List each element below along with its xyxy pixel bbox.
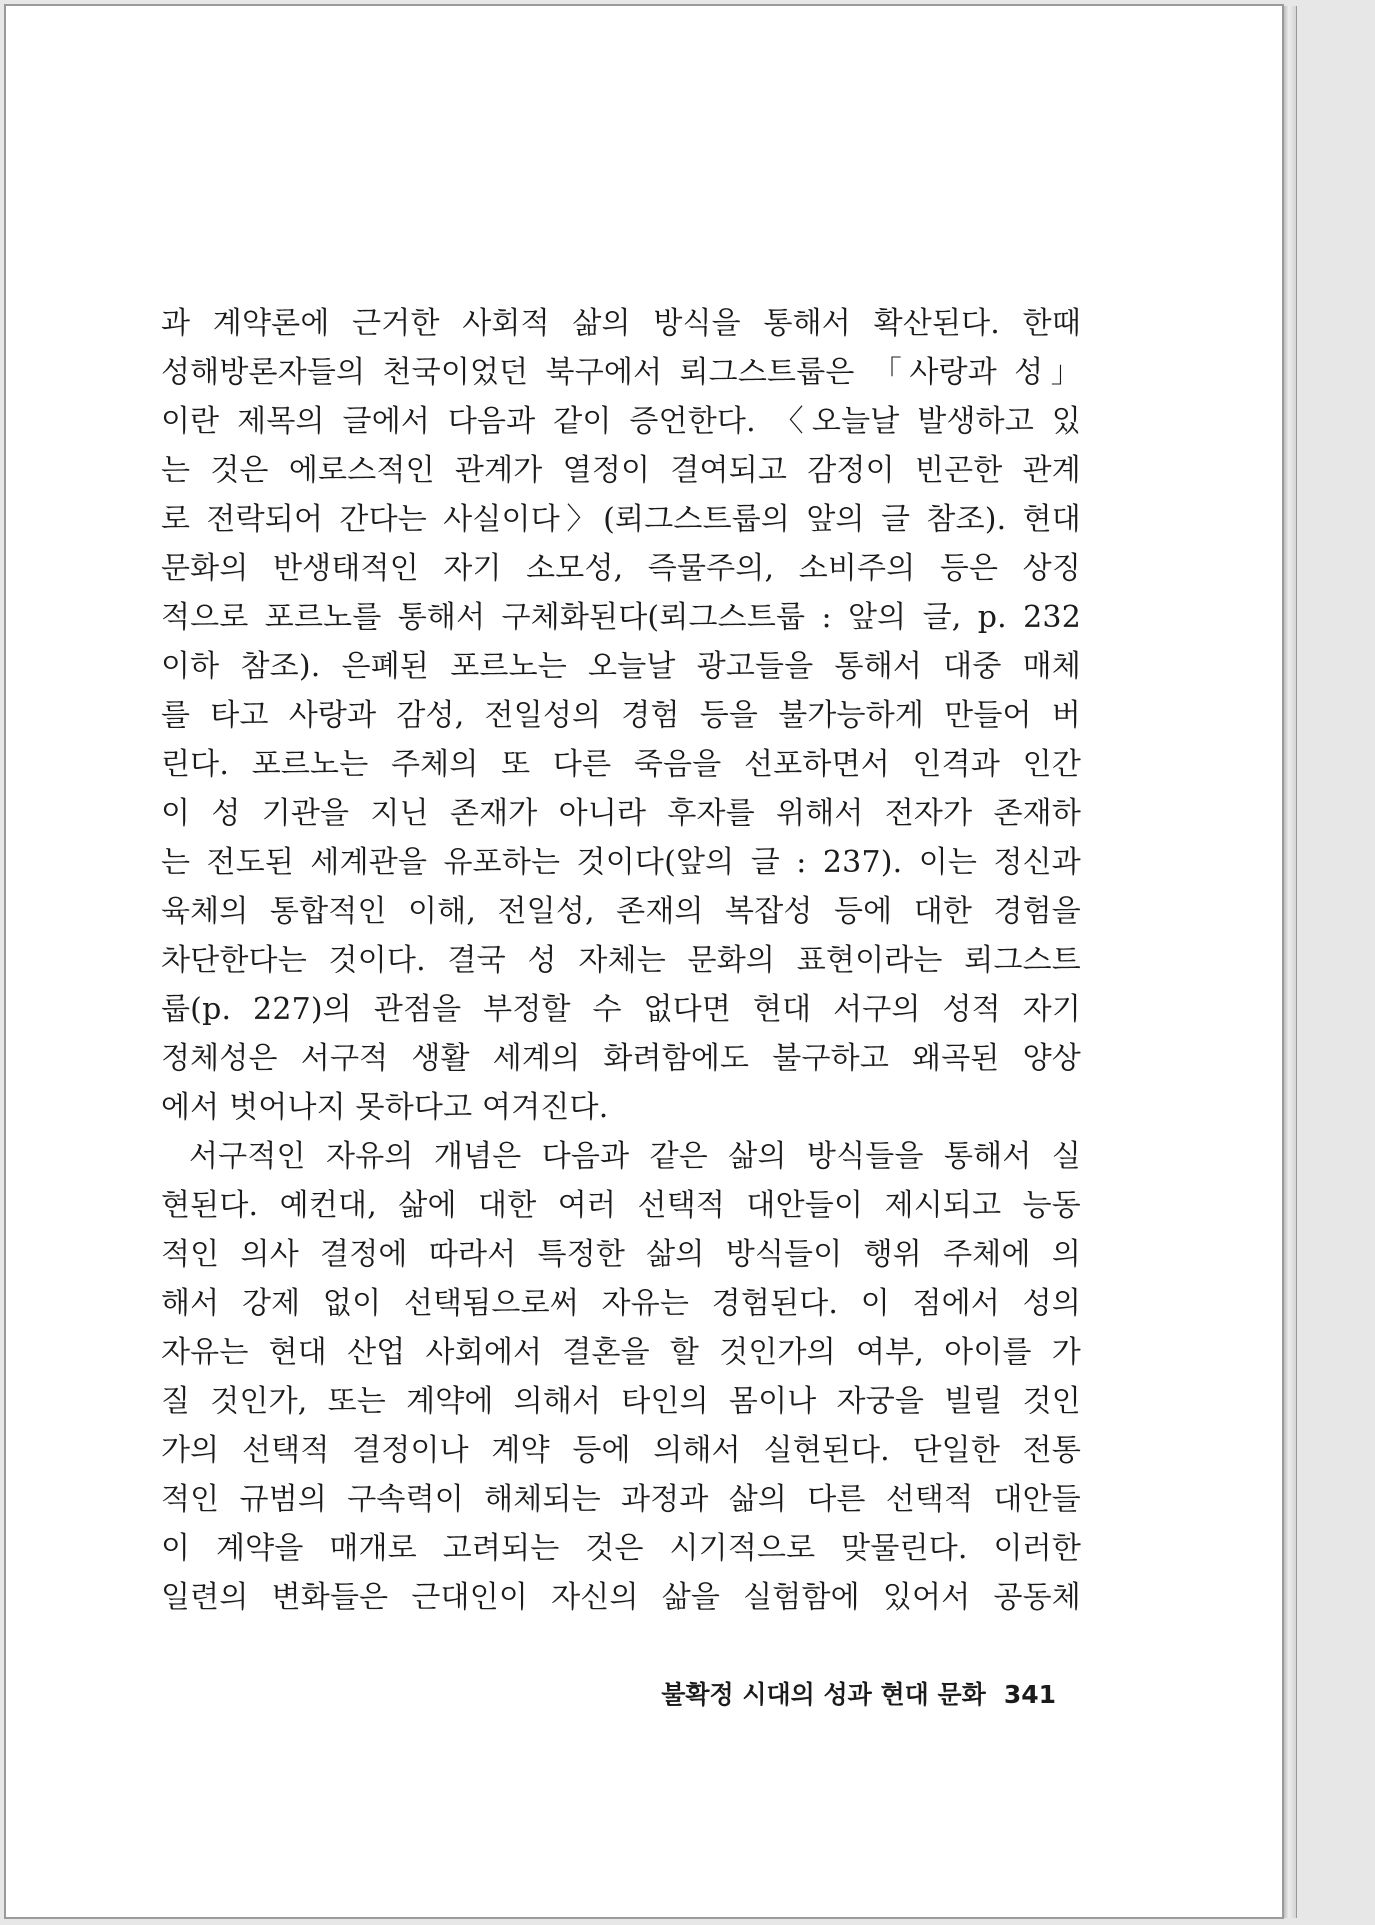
text-line: 로 전락되어 간다는 사실이다〉(뢰그스트룹의 앞의 글 참조). 현대 [161, 502, 1081, 537]
text-line: 룹(p. 227)의 관점을 부정할 수 없다면 현대 서구의 성적 자기 [161, 992, 1081, 1027]
page-edge-shadow [1284, 6, 1297, 1918]
text-line: 린다. 포르노는 주체의 또 다른 죽음을 선포하면서 인격과 인간 [161, 747, 1081, 782]
text-line: 정체성은 서구적 생활 세계의 화려함에도 불구하고 왜곡된 양상 [161, 1041, 1081, 1076]
text-line: 현된다. 예컨대, 삶에 대한 여러 선택적 대안들이 제시되고 능동 [161, 1188, 1081, 1223]
text-line: 는 전도된 세계관을 유포하는 것이다(앞의 글 : 237). 이는 정신과 [161, 845, 1081, 880]
page-number: 341 [1003, 1680, 1056, 1709]
body-text [161, 299, 1081, 1622]
text-line: 이 성 기관을 지닌 존재가 아니라 후자를 위해서 전자가 존재하 [161, 796, 1081, 831]
text-line: 질 것인가, 또는 계약에 의해서 타인의 몸이나 자궁을 빌릴 것인 [161, 1384, 1081, 1419]
text-line: 자유는 현대 산업 사회에서 결혼을 할 것인가의 여부, 아이를 가 [161, 1335, 1081, 1370]
document-page [4, 4, 1284, 1919]
text-line: 육체의 통합적인 이해, 전일성, 존재의 복잡성 등에 대한 경험을 [161, 894, 1081, 929]
text-line-paragraph-end: 에서 벗어나지 못하다고 여겨진다. [161, 1090, 609, 1125]
text-line: 를 타고 사랑과 감성, 전일성의 경험 등을 불가능하게 만들어 버 [161, 698, 1081, 733]
text-line: 과 계약론에 근거한 사회적 삶의 방식을 통해서 확산된다. 한때 [161, 306, 1081, 341]
text-line: 일련의 변화들은 근대인이 자신의 삶을 실험함에 있어서 공동체 [161, 1580, 1081, 1615]
text-line: 성해방론자들의 천국이었던 북구에서 뢰그스트룹은 「사랑과 성」 [161, 355, 1081, 390]
text-line: 가의 선택적 결정이나 계약 등에 의해서 실현된다. 단일한 전통 [161, 1433, 1081, 1468]
text-line: 적인 규범의 구속력이 해체되는 과정과 삶의 다른 선택적 대안들 [161, 1482, 1081, 1517]
page-footer [606, 1675, 1056, 1711]
text-line: 차단한다는 것이다. 결국 성 자체는 문화의 표현이라는 뢰그스트 [161, 943, 1081, 978]
running-title: 불확정 시대의 성과 현대 문화 [661, 1680, 986, 1709]
text-line: 문화의 반생태적인 자기 소모성, 즉물주의, 소비주의 등은 상징 [161, 551, 1081, 586]
text-line: 해서 강제 없이 선택됨으로써 자유는 경험된다. 이 점에서 성의 [161, 1286, 1081, 1321]
text-line: 이란 제목의 글에서 다음과 같이 증언한다. 〈오늘날 발생하고 있 [161, 404, 1081, 439]
text-line-paragraph-start: 서구적인 자유의 개념은 다음과 같은 삶의 방식들을 통해서 실 [189, 1139, 1081, 1174]
text-line: 적으로 포르노를 통해서 구체화된다(뢰그스트룹 : 앞의 글, p. 232 [161, 600, 1081, 635]
text-line: 이하 참조). 은폐된 포르노는 오늘날 광고들을 통해서 대중 매체 [161, 649, 1081, 684]
text-line: 는 것은 에로스적인 관계가 열정이 결여되고 감정이 빈곤한 관계 [161, 453, 1081, 488]
text-line: 적인 의사 결정에 따라서 특정한 삶의 방식들이 행위 주체에 의 [161, 1237, 1081, 1272]
text-line: 이 계약을 매개로 고려되는 것은 시기적으로 맞물린다. 이러한 [161, 1531, 1081, 1566]
